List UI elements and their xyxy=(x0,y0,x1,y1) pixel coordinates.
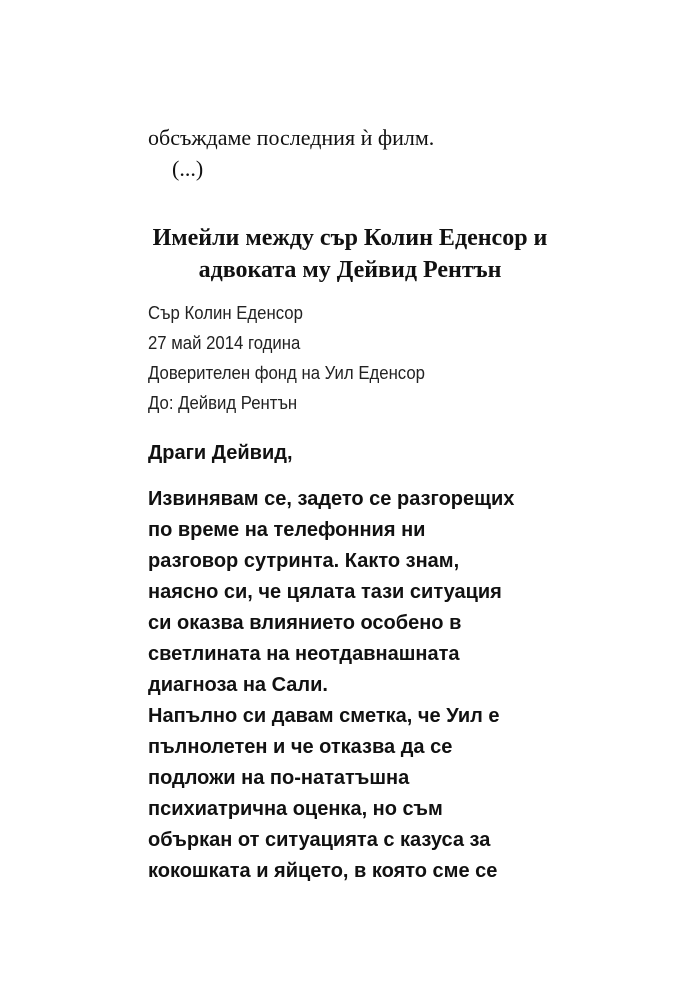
continued-text-line: обсъждаме последния ѝ филм. xyxy=(148,125,435,150)
body-line: разговор сутринта. Както знам, xyxy=(148,550,460,572)
letter-header xyxy=(148,298,446,418)
body-line: диагноза на Сали. xyxy=(148,674,328,696)
letter-recipient: До: Дейвид Рентън xyxy=(148,393,298,413)
letter-paragraph-1 xyxy=(148,484,568,701)
body-line: пълнолетен и че отказва да се xyxy=(148,736,453,758)
body-line: кокошката и яйцето, в която сме се xyxy=(148,860,498,882)
body-line: наясно си, че цялата тази ситуация xyxy=(148,581,502,603)
letter-greeting: Драги Дейвид, xyxy=(148,442,293,464)
section-heading-line-2: адвоката му Дейвид Рентън xyxy=(198,257,502,283)
letter-sender: Сър Колин Еденсор xyxy=(148,303,303,323)
section-heading-line-1: Имейли между сър Колин Еденсор и xyxy=(152,225,548,251)
letter-body xyxy=(148,484,568,887)
body-line: светлината на неотдавнашната xyxy=(148,643,460,665)
body-line: Напълно си давам сметка, че Уил е xyxy=(148,705,500,727)
omission-ellipsis: (...) xyxy=(172,156,204,181)
letter-subject: Доверителен фонд на Уил Еденсор xyxy=(148,363,425,383)
section-heading xyxy=(120,222,580,286)
body-line: си оказва влиянието особено в xyxy=(148,612,462,634)
body-line: объркан от ситуацията с казуса за xyxy=(148,829,491,851)
body-line: Извинявам се, задето се разгорещих xyxy=(148,488,515,510)
letter-paragraph-2 xyxy=(148,701,568,887)
letter-date: 27 май 2014 година xyxy=(148,333,301,353)
body-line: психиатрична оценка, но съм xyxy=(148,798,443,820)
body-line: подложи на по-нататъшна xyxy=(148,767,410,789)
body-line: по време на телефонния ни xyxy=(148,519,426,541)
